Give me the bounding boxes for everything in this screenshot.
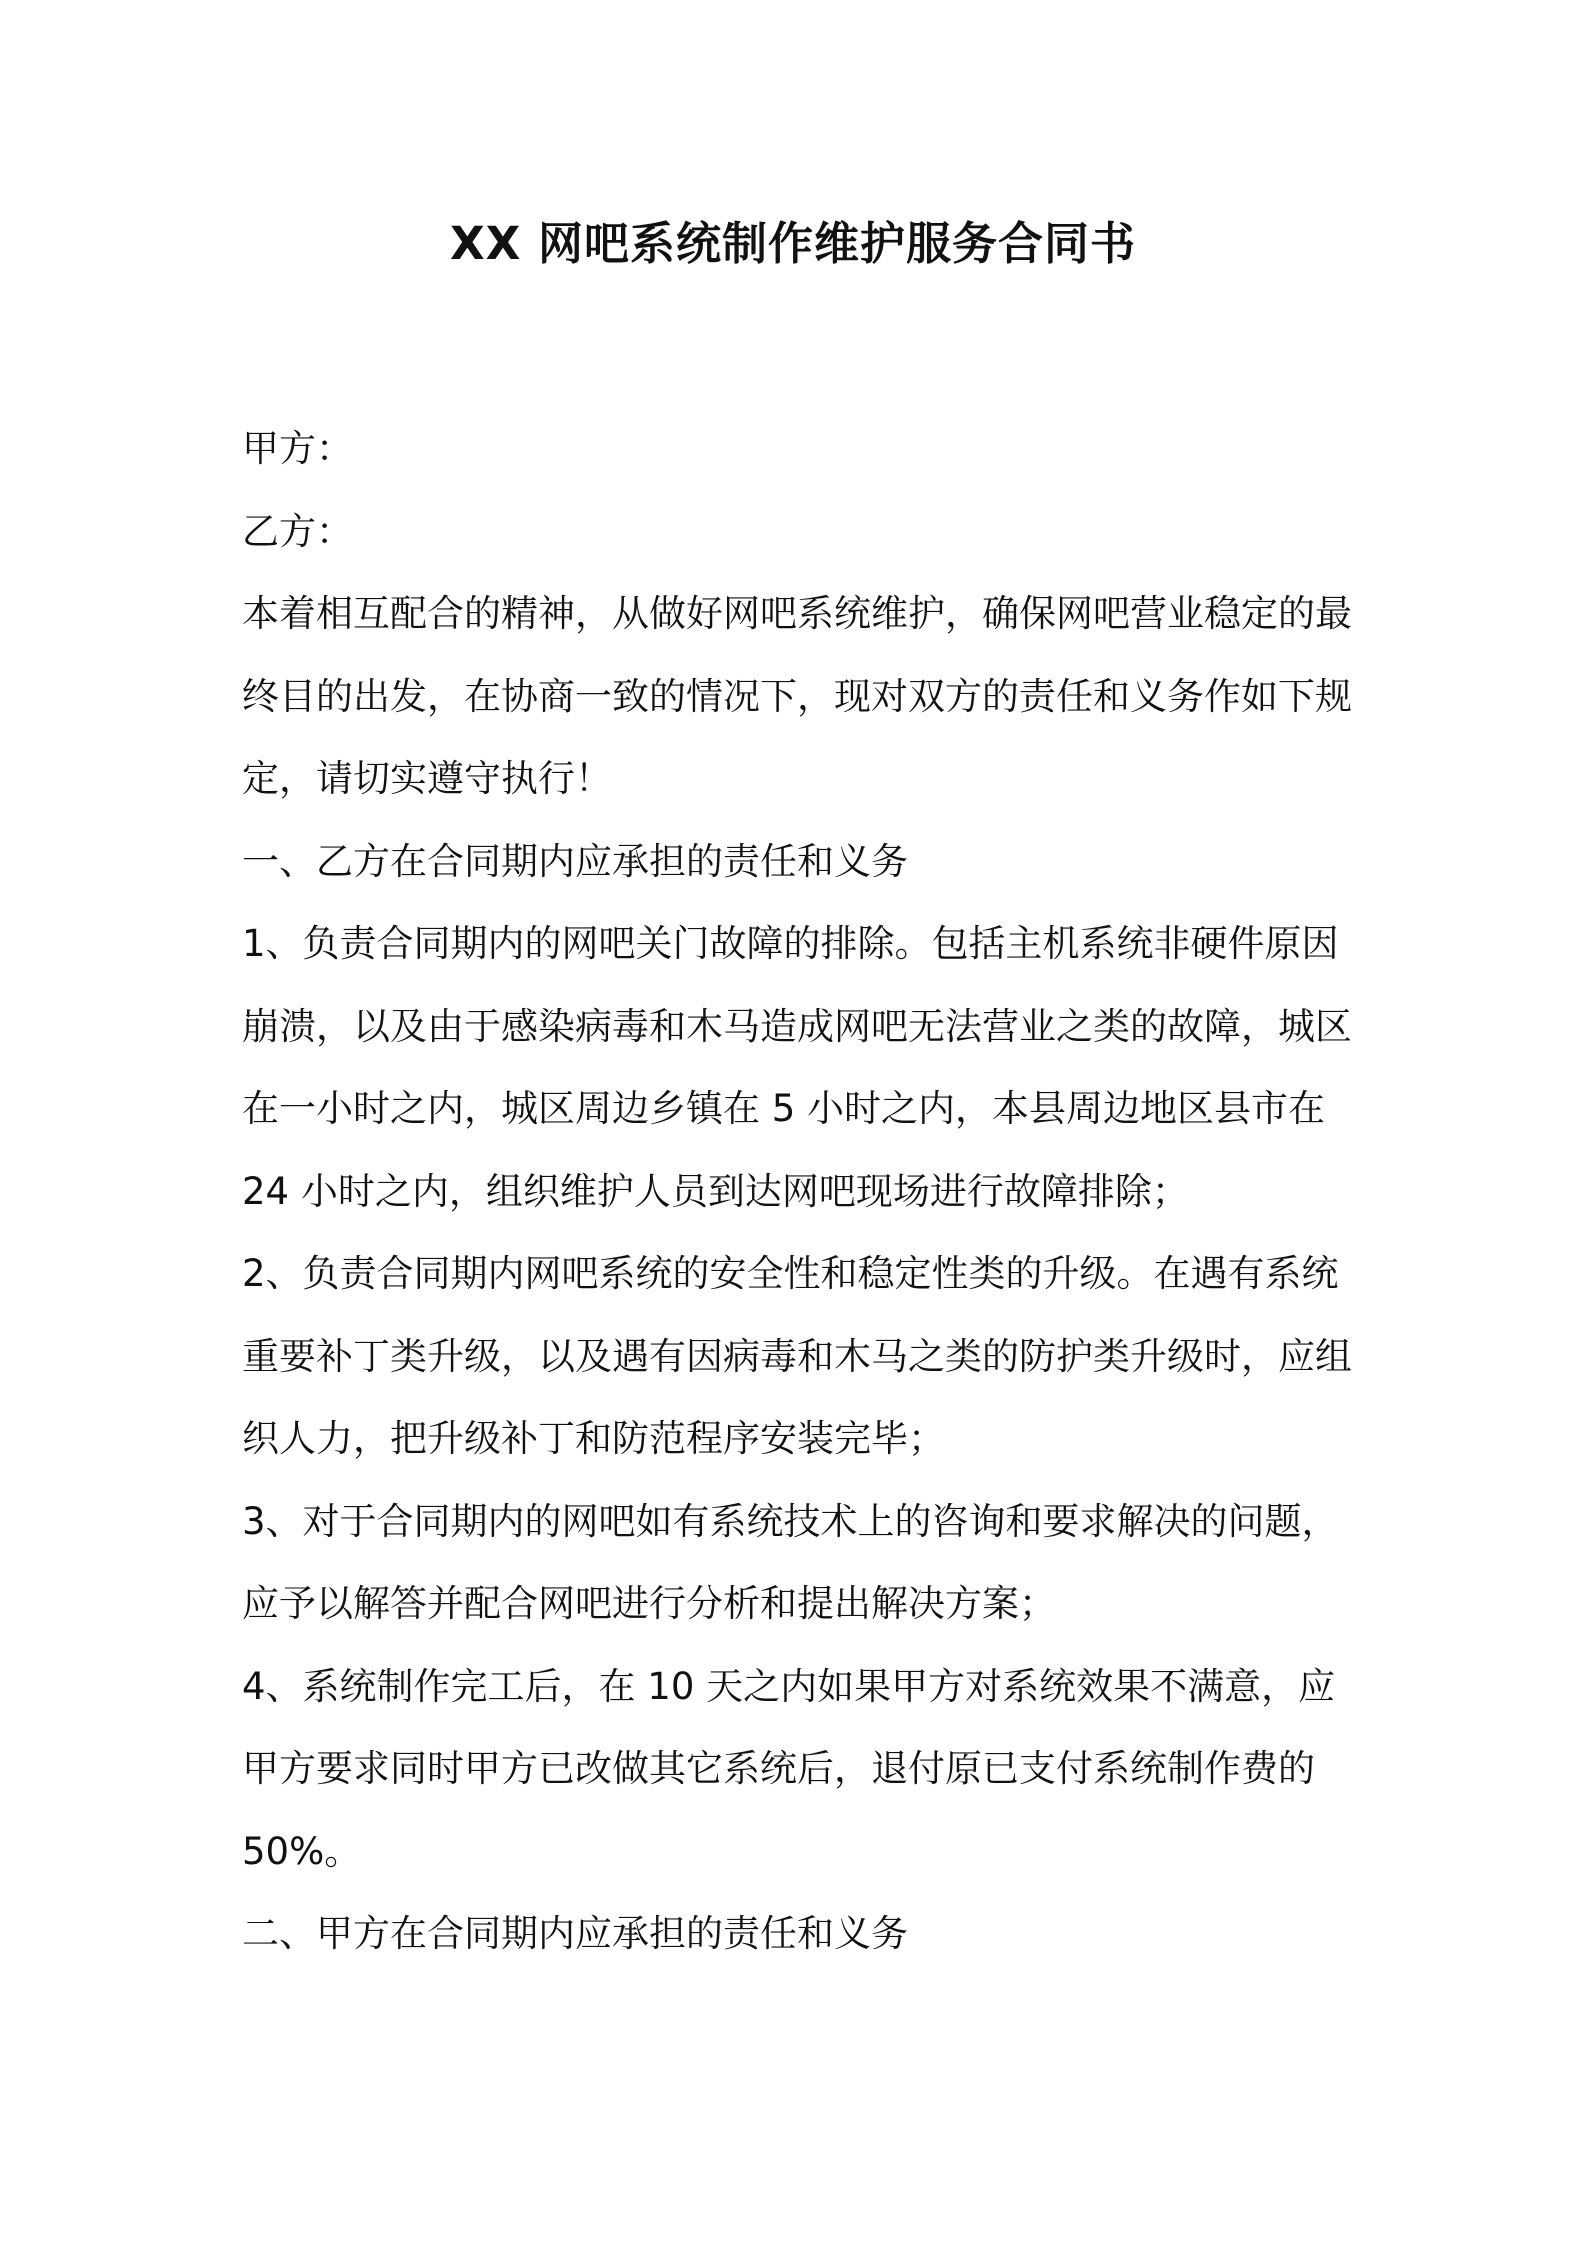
clause-2: 2、负责合同期内网吧系统的安全性和稳定性类的升级。在遇有系统重要补丁类升级，以及遇有因病毒和木马之类的防护类升级时，应组织人力，把升级补丁和防范程序安装完毕； xyxy=(242,1252,1352,1460)
document-body xyxy=(242,408,1360,1976)
section-1-heading: 一、乙方在合同期内应承担的责任和义务 xyxy=(242,839,908,883)
clause-1: 1、负责合同期内的网吧关门故障的排除。包括主机系统非硬件原因崩溃，以及由于感染病毒和木马造成网吧无法营业之类的故障，城区在一小时之内，城区周边乡镇在 5 小时之内，本县周边地区县市在 24 小时之内，组织维护人员到达网吧现场进行故障排除； xyxy=(242,922,1352,1213)
party-b-line: 乙方： xyxy=(242,509,353,553)
clause-4: 4、系统制作完工后，在 10 天之内如果甲方对系统效果不满意，应甲方要求同时甲方已改做其它系统后，退付原已支付系统制作费的 50%。 xyxy=(242,1664,1336,1873)
section-2-heading: 二、甲方在合同期内应承担的责任和义务 xyxy=(242,1912,908,1955)
preamble-paragraph: 本着相互配合的精神，从做好网吧系统维护，确保网吧营业稳定的最终目的出发，在协商一致的情况下，现对双方的责任和义务作如下规定，请切实遵守执行！ xyxy=(242,592,1352,800)
party-a-line: 甲方： xyxy=(242,427,353,470)
document-title: XX 网吧系统制作维护服务合同书 xyxy=(449,217,1137,270)
clause-3: 3、对于合同期内的网吧如有系统技术上的咨询和要求解决的问题，应予以解答并配合网吧进行分析和提出解决方案； xyxy=(242,1499,1339,1625)
